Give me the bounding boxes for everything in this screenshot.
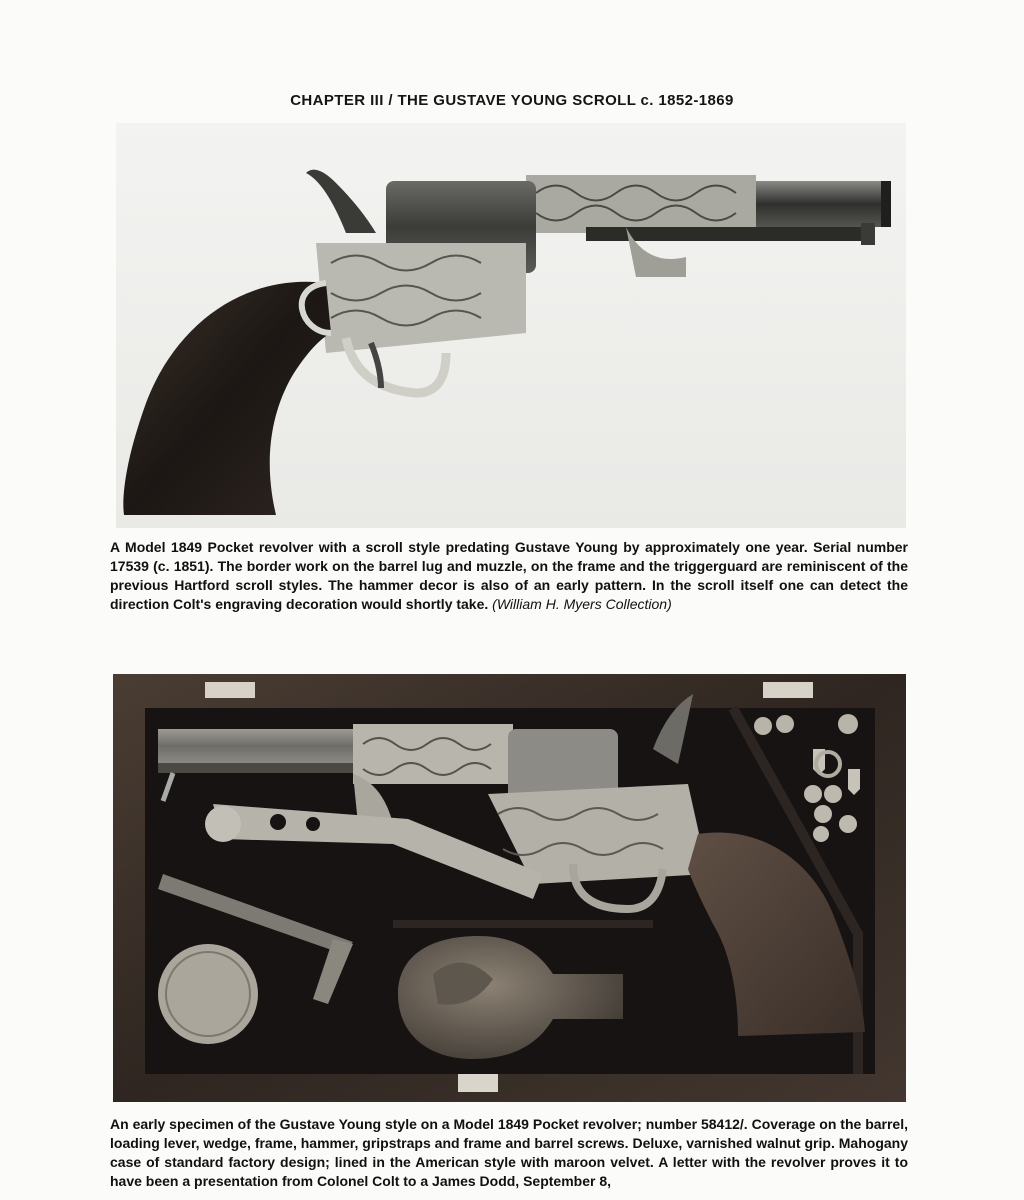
figure1-caption [110,538,908,614]
cap-tin [158,944,258,1044]
figure2-caption-text: An early specimen of the Gustave Young style on a Model 1849 Pocket revolver; number 58412/. Coverage on the barrel, loading lever, wedge, frame, hammer, gripstraps and frame and barrel screws. Deluxe, varnished walnut grip. Mahogany case of standard factory design; lined in the American style with maroon velvet. A letter with the revolver proves it to have been a presentation from Colonel Colt to a James Dodd, September 8, [110,1116,908,1189]
figure1-credit: (William H. Myers Collection) [492,596,672,612]
revolver-photo [116,123,906,528]
figure1-caption-text: A Model 1849 Pocket revolver with a scroll style predating Gustave Young by approximately one year. Serial number 17539 (c. 1851). The border work on the barrel lug and muzzle, on the frame and the triggerguard are reminiscent of the previous Hartford scroll styles. The hammer decor is also of an early pattern. In the scroll itself one can detect the direction Colt's engraving decoration would shortly take. [110,539,908,612]
figure2-caption [110,1115,908,1191]
chapter-header: CHAPTER III / THE GUSTAVE YOUNG SCROLL c. 1852-1869 [290,92,734,109]
cased-revolver-photo [113,674,906,1102]
